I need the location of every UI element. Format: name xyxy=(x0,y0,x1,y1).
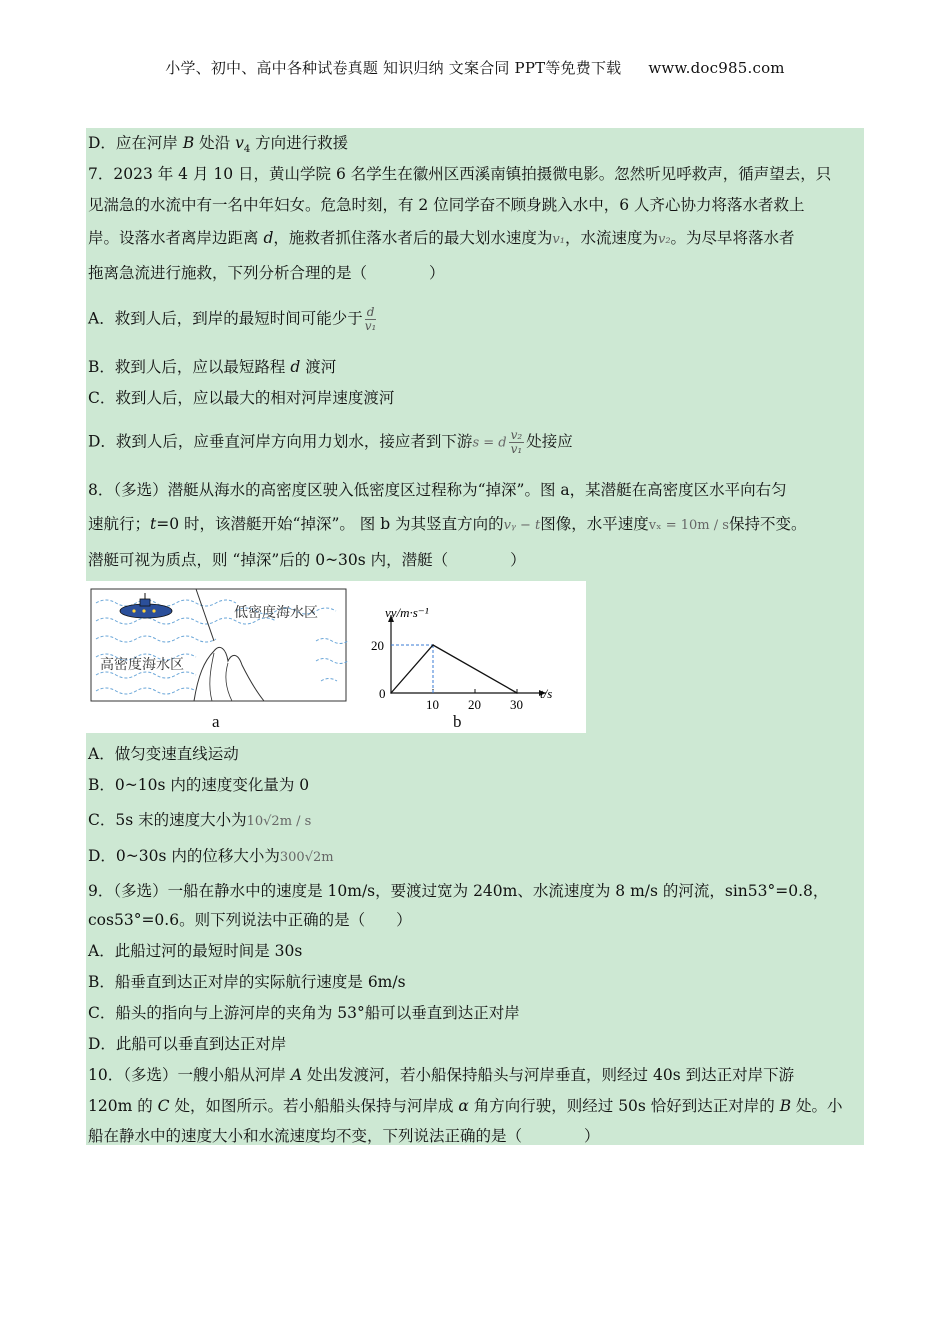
q7-option-d: D．救到人后，应垂直河岸方向用力划水，接应者到下游s = d $\frac{\text{v₂}}{\text{v₁}}$ 处接应 xyxy=(88,428,573,456)
q9-option-a: A．此船过河的最短时间是 30s xyxy=(88,942,303,960)
q8-option-b: B．0~10s 内的速度变化量为 0 xyxy=(88,776,310,794)
q9-option-c: C．船头的指向与上游河岸的夹角为 53°船可以垂直到达正对岸 xyxy=(88,1004,520,1022)
q8-stem-line2: 速航行；t=0 时，该潜艇开始“掉深”。 图 b 为其竖直方向的vᵧ − t图像，水平速度vₓ = 10m / s保持不变。 xyxy=(88,515,807,533)
q8-stem-line1: 8．（多选）潜艇从海水的高密度区驶入低密度区过程称为“掉深”。图 a，某潜艇在高密度区水平向右匀 xyxy=(88,481,787,499)
q9-option-d: D．此船可以垂直到达正对岸 xyxy=(88,1035,287,1053)
q10-stem-line3: 船在静水中的速度大小和水流速度均不变，下列说法正确的是（ ） xyxy=(88,1127,600,1145)
label-low-density: 低密度海水区 xyxy=(234,606,318,621)
q7-option-a: A．救到人后，到岸的最短时间可能少于 $\frac{d}{\text{v₁}}$ xyxy=(88,305,377,333)
q7-option-b: B．救到人后，应以最短路程 d 渡河 xyxy=(88,358,337,376)
label-high-density: 高密度海水区 xyxy=(100,658,184,673)
q6-option-d: D．应在河岸 B 处沿 $v_4$ 方向进行救援 xyxy=(88,134,349,156)
q8-option-d: D．0~30s 内的位移大小为300√2m xyxy=(88,847,334,865)
x-axis-label: t/s xyxy=(540,686,553,701)
data-point xyxy=(516,692,518,694)
y-axis-label: vy/m·s⁻¹ xyxy=(385,605,429,620)
tick-label-origin: 0 xyxy=(379,686,386,701)
vy-series-line xyxy=(391,645,517,693)
q8-option-c: C．5s 末的速度大小为10√2m / s xyxy=(88,811,312,829)
fraction-d-over-v1: $\frac{d}{\text{v₁}}$ xyxy=(364,305,377,333)
page-header xyxy=(0,57,950,78)
q8-stem-line3: 潜艇可视为质点，则 “掉深”后的 0~30s 内，潜艇（ ） xyxy=(88,551,526,569)
caption-b: b xyxy=(453,712,462,731)
q7-stem-line4: 拖离急流进行施救，下列分析合理的是（ ） xyxy=(88,264,445,282)
y-tick-label: 20 xyxy=(371,638,384,653)
q8-figure-svg xyxy=(86,581,586,733)
header-url[interactable]: www.doc985.com xyxy=(648,59,785,77)
caption-a: a xyxy=(212,712,220,731)
x-tick-label: 20 xyxy=(468,697,481,712)
q7-option-c: C．救到人后，应以最大的相对河岸速度渡河 xyxy=(88,389,395,407)
data-point xyxy=(432,644,434,646)
data-point xyxy=(390,692,392,694)
q9-stem-line1: 9．（多选）一船在静水中的速度是 10m/s，要渡过宽为 240m、水流速度为 8 m/s 的河流，sin53°=0.8， xyxy=(88,882,829,900)
x-tick-label: 30 xyxy=(510,697,523,712)
q9-option-b: B．船垂直到达正对岸的实际航行速度是 6m/s xyxy=(88,973,406,991)
q7-stem-line2: 见湍急的水流中有一名中年妇女。危急时刻，有 2 位同学奋不顾身跳入水中，6 人齐心协力将落水者救上 xyxy=(88,196,805,214)
q9-stem-line2: cos53°=0.6。则下列说法中正确的是（ ） xyxy=(88,911,412,929)
q7-stem-line1: 7．2023 年 4 月 10 日，黄山学院 6 名学生在徽州区西溪南镇拍摄微电影。忽然听见呼救声，循声望去，只 xyxy=(88,165,832,183)
q10-stem-line1: 10．（多选）一艘小船从河岸 A 处出发渡河，若小船保持船头与河岸垂直，则经过 40s 到达正对岸下游 xyxy=(88,1066,795,1084)
header-text: 小学、初中、高中各种试卷真题 知识归纳 文案合同 PPT等免费下载 xyxy=(165,59,622,77)
vy-t-chart xyxy=(371,605,552,712)
q7-stem-line3: 岸。设落水者离岸边距离 d，施救者抓住落水者后的最大划水速度为v₁，水流速度为v₂。为尽早将落水者 xyxy=(88,229,795,247)
q10-stem-line2: 120m 的 C 处，如图所示。若小船船头保持与河岸成 α 角方向行驶，则经过 50s 恰好到达正对岸的 B 处。小 xyxy=(88,1097,843,1115)
q8-figure xyxy=(86,581,586,733)
fraction-v2-over-v1: $\frac{\text{v₂}}{\text{v₁}}$ xyxy=(510,428,523,456)
x-tick-label: 10 xyxy=(426,697,439,712)
q8-option-a: A．做匀变速直线运动 xyxy=(88,745,239,763)
